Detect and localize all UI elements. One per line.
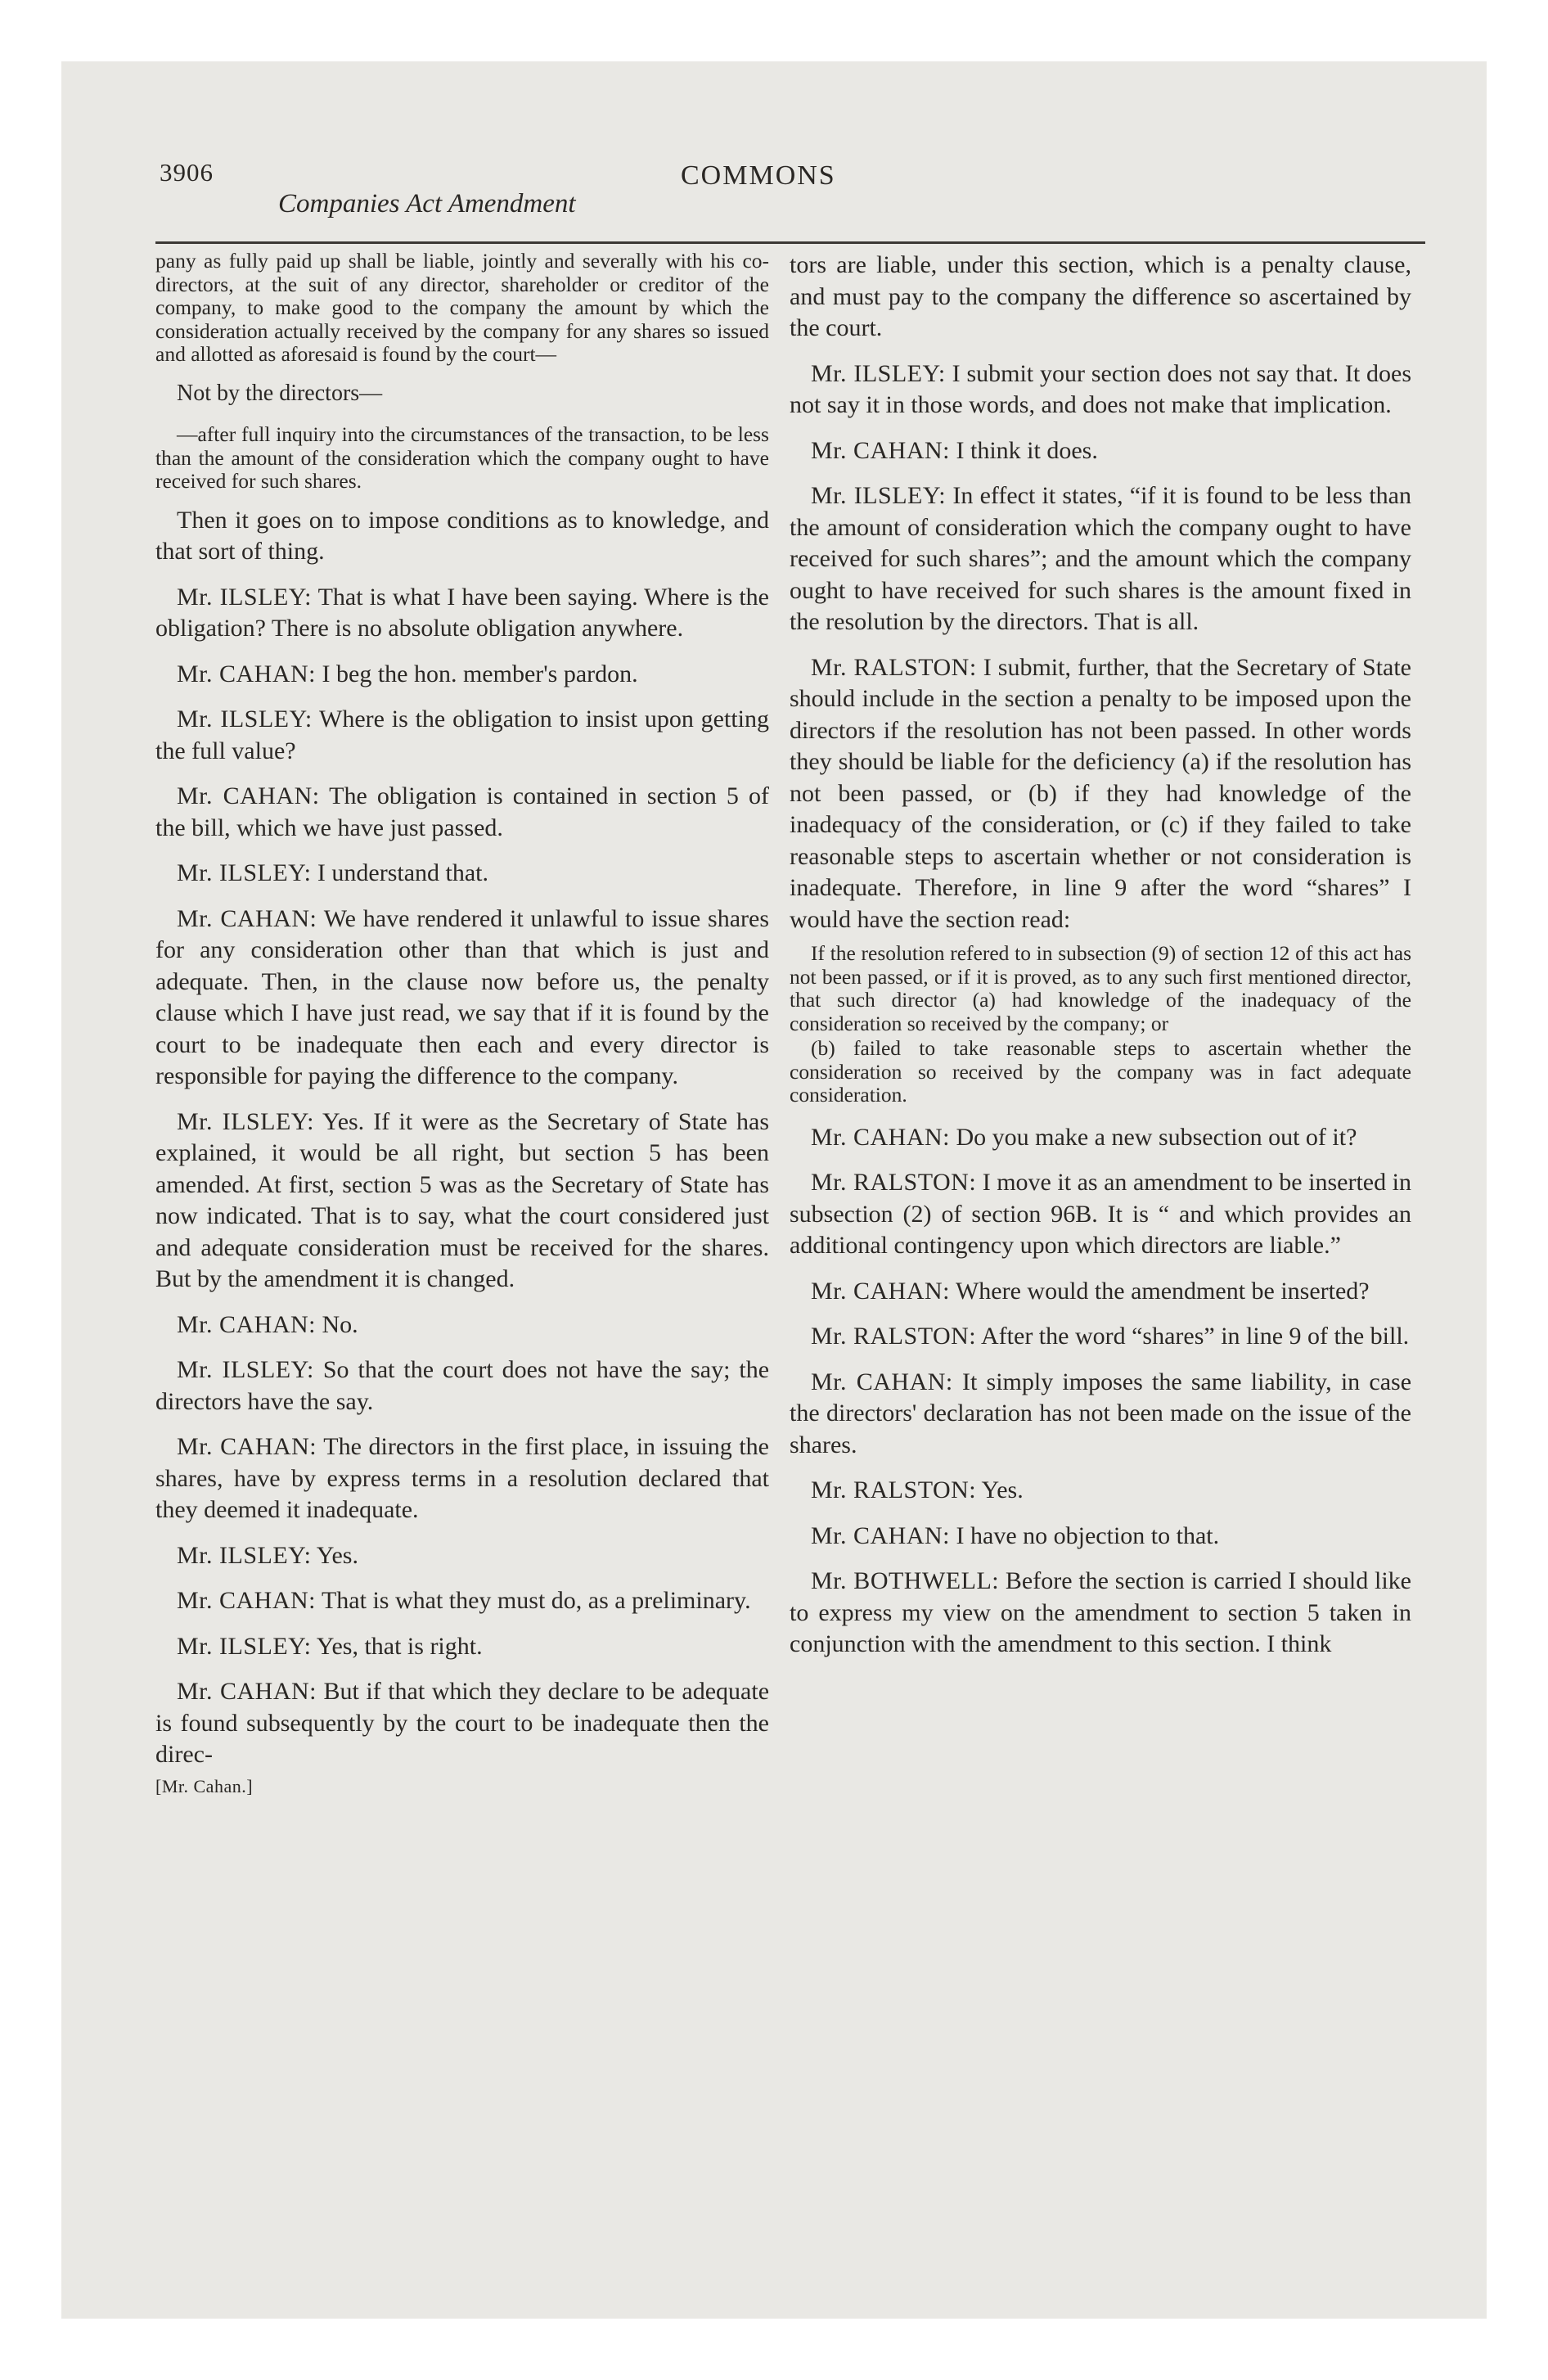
speech-paragraph (790, 652, 1411, 936)
speaker-name: Mr. ILSLEY: (177, 1107, 315, 1135)
speech-text: That is what they must do, as a preliminary. (321, 1587, 751, 1614)
speech-paragraph (790, 1521, 1411, 1553)
speech-text: After the word “shares” in line 9 of the bill. (981, 1323, 1410, 1350)
speech-paragraph (155, 1309, 769, 1341)
speech-paragraph (155, 781, 769, 844)
speech-text: Yes. (316, 1541, 358, 1569)
speech-paragraph (790, 1566, 1411, 1661)
speech-paragraph (155, 1355, 769, 1418)
speaker-name: Mr. ILSLEY: (811, 359, 946, 387)
speech-paragraph (790, 1122, 1411, 1154)
speech-text: No. (322, 1310, 358, 1338)
speech-continuation: tors are liable, under this section, which is a penalty clause, and must pay to the company the difference so ascertained by the court. (790, 251, 1411, 341)
speaker-attribution: [Mr. Cahan.] (155, 1775, 254, 1796)
speaker-name: Mr. CAHAN: (177, 782, 320, 809)
paragraph: Not by the directors— (177, 380, 383, 406)
speech-paragraph (155, 858, 769, 890)
speaker-name: Mr. RALSTON: (811, 1169, 977, 1196)
speech-paragraph (155, 1585, 769, 1617)
speech-text: Yes. If it were as the Secretary of State has explained, it would be all right, but section 5 has been amended. At first, section 5 was as the Secretary of State has now indicated. That is to say, what the court considered just and adequate consideration must be received for the shares. But by the amendment it is changed. (155, 1107, 769, 1292)
speech-paragraph (790, 1321, 1411, 1353)
speaker-name: Mr. CAHAN: (811, 1277, 951, 1305)
speech-text: I think it does. (956, 436, 1098, 464)
speech-text: Yes. (981, 1476, 1024, 1503)
speech-text: But if that which they declare to be adequate is found subsequently by the court to be inadequate then the direc- (155, 1678, 770, 1768)
speaker-name: Mr. CAHAN: (811, 436, 951, 464)
speech-text: In effect it states, “if it is found to be less than the amount of consideration which the company ought to have received for such shares”; and the amount which the company ought to have received for such shares is the amount fixed in the resolution by the directors. That is all. (790, 482, 1412, 635)
right-column (790, 250, 1411, 1675)
quoted-amendment: (b) failed to take reasonable steps to ascertain whether the consideration so received by the company was in fact adequate consideration. (790, 1036, 1411, 1107)
header-rule (155, 241, 1425, 244)
speech-paragraph (155, 1540, 769, 1572)
quoted-statute: pany as fully paid up shall be liable, jointly and severally with his co-directors, at the suit of any director, shareholder or creditor of the company, to make good to the company the amount by which the consideration actually received by the company for any shares so issued and allotted as aforesaid is found by the court— (155, 249, 769, 366)
speech-text: Where is the obligation to insist upon getting the full value? (155, 705, 770, 764)
left-column (155, 250, 769, 1797)
speech-paragraph (155, 582, 769, 645)
speaker-name: Mr. CAHAN: (811, 1368, 953, 1395)
speech-paragraph (155, 904, 769, 1093)
speech-text: I understand that. (317, 859, 489, 886)
speech-text: The directors in the first place, in issuing the shares, have by express terms in a resolution declared that they deemed it inadequate. (155, 1433, 769, 1523)
speech-text: We have rendered it unlawful to issue shares for any consideration other than that which is just and adequate. Then, in the clause now before us, the penalty clause which I have just read, we say that if it is found by the court to be inadequate then each and every director is responsible for paying the difference to the company. (155, 904, 770, 1089)
speech-paragraph (790, 1167, 1411, 1262)
speech-text: I move it as an amendment to be inserted in subsection (2) of section 96B. It is “ and which provides an additional contingency upon which directors are liable.” (790, 1169, 1411, 1259)
paragraph: Then it goes on to impose conditions as to knowledge, and that sort of thing. (155, 506, 769, 565)
speaker-name: Mr. CAHAN: (177, 904, 317, 932)
speech-text: So that the court does not have the say; the directors have the say. (155, 1356, 770, 1415)
speaker-name: Mr. CAHAN: (811, 1123, 951, 1151)
page-number: 3906 (160, 158, 214, 187)
speech-paragraph (155, 1631, 769, 1663)
speaker-name: Mr. RALSTON: (811, 653, 977, 681)
speech-paragraph (155, 659, 769, 691)
speaker-name: Mr. CAHAN: (177, 1433, 317, 1460)
speaker-name: Mr. CAHAN: (177, 1310, 317, 1338)
quoted-statute: —after full inquiry into the circumstances of the transaction, to be less than the amount of the consideration which the company ought to have received for such shares. (155, 422, 769, 493)
speaker-name: Mr. CAHAN: (811, 1521, 951, 1549)
speech-text: I have no objection to that. (956, 1521, 1220, 1549)
speech-text: The obligation is contained in section 5 of the bill, which we have just passed. (155, 782, 769, 841)
speech-paragraph (155, 1107, 769, 1296)
speaker-name: Mr. ILSLEY: (177, 583, 313, 611)
speaker-name: Mr. ILSLEY: (177, 705, 313, 732)
speech-paragraph (790, 480, 1411, 638)
speaker-name: Mr. ILSLEY: (177, 1632, 312, 1660)
speech-text: Do you make a new subsection out of it? (956, 1123, 1357, 1151)
quoted-amendment: If the resolution refered to in subsection (9) of section 12 of this act has not been passed, or if it is proved, as to any such first mentioned director, that such director (a) had knowledge of the inadequacy of the consideration so received by the company; or (790, 941, 1411, 1035)
speaker-name: Mr. ILSLEY: (177, 1356, 314, 1383)
speech-text: Yes, that is right. (316, 1632, 483, 1660)
speaker-name: Mr. ILSLEY: (177, 1541, 312, 1569)
speaker-name: Mr. CAHAN: (177, 660, 317, 687)
running-title: Companies Act Amendment (278, 189, 576, 219)
speech-paragraph (790, 435, 1411, 467)
speech-paragraph (155, 1431, 769, 1526)
speech-paragraph (790, 1367, 1411, 1462)
speech-text: I submit your section does not say that. It does not say it in those words, and does not make that implication. (790, 359, 1412, 418)
speaker-name: Mr. RALSTON: (811, 1323, 977, 1350)
speaker-name: Mr. CAHAN: (177, 1587, 317, 1614)
speaker-name: Mr. BOTHWELL: (811, 1567, 1000, 1594)
speech-text: That is what I have been saying. Where is the obligation? There is no absolute obligation anywhere. (155, 583, 769, 642)
speech-paragraph (155, 704, 769, 767)
speech-text: I beg the hon. member's pardon. (322, 660, 638, 687)
speech-text: I submit, further, that the Secretary of State should include in the section a penalty to be imposed upon the directors if the resolution has not been passed. In other words they should be liable for the deficiency (a) if the resolution has not been passed, or (b) if they had knowledge of the inadequacy of the consideration, or (c) if they failed to take reasonable steps to ascertain whether or not consideration is inadequate. Therefore, in line 9 after the word “shares” I would have the section read: (790, 653, 1411, 933)
speaker-name: Mr. CAHAN: (177, 1678, 317, 1705)
speaker-name: Mr. RALSTON: (811, 1476, 977, 1503)
speaker-name: Mr. ILSLEY: (177, 859, 312, 886)
speech-paragraph (155, 1676, 769, 1771)
speech-text: Where would the amendment be inserted? (955, 1277, 1370, 1305)
speech-paragraph (790, 358, 1411, 421)
speech-text: Before the section is carried I should like to express my view on the amendment to section 5 taken in conjunction with the amendment to this section. I think (790, 1567, 1411, 1657)
speech-text: It simply imposes the same liability, in case the directors' declaration has not been made on the issue of the shares. (790, 1368, 1412, 1458)
speech-paragraph (790, 1276, 1411, 1308)
speaker-name: Mr. ILSLEY: (811, 482, 947, 509)
section-title: COMMONS (681, 160, 836, 191)
speech-paragraph (790, 1475, 1411, 1507)
